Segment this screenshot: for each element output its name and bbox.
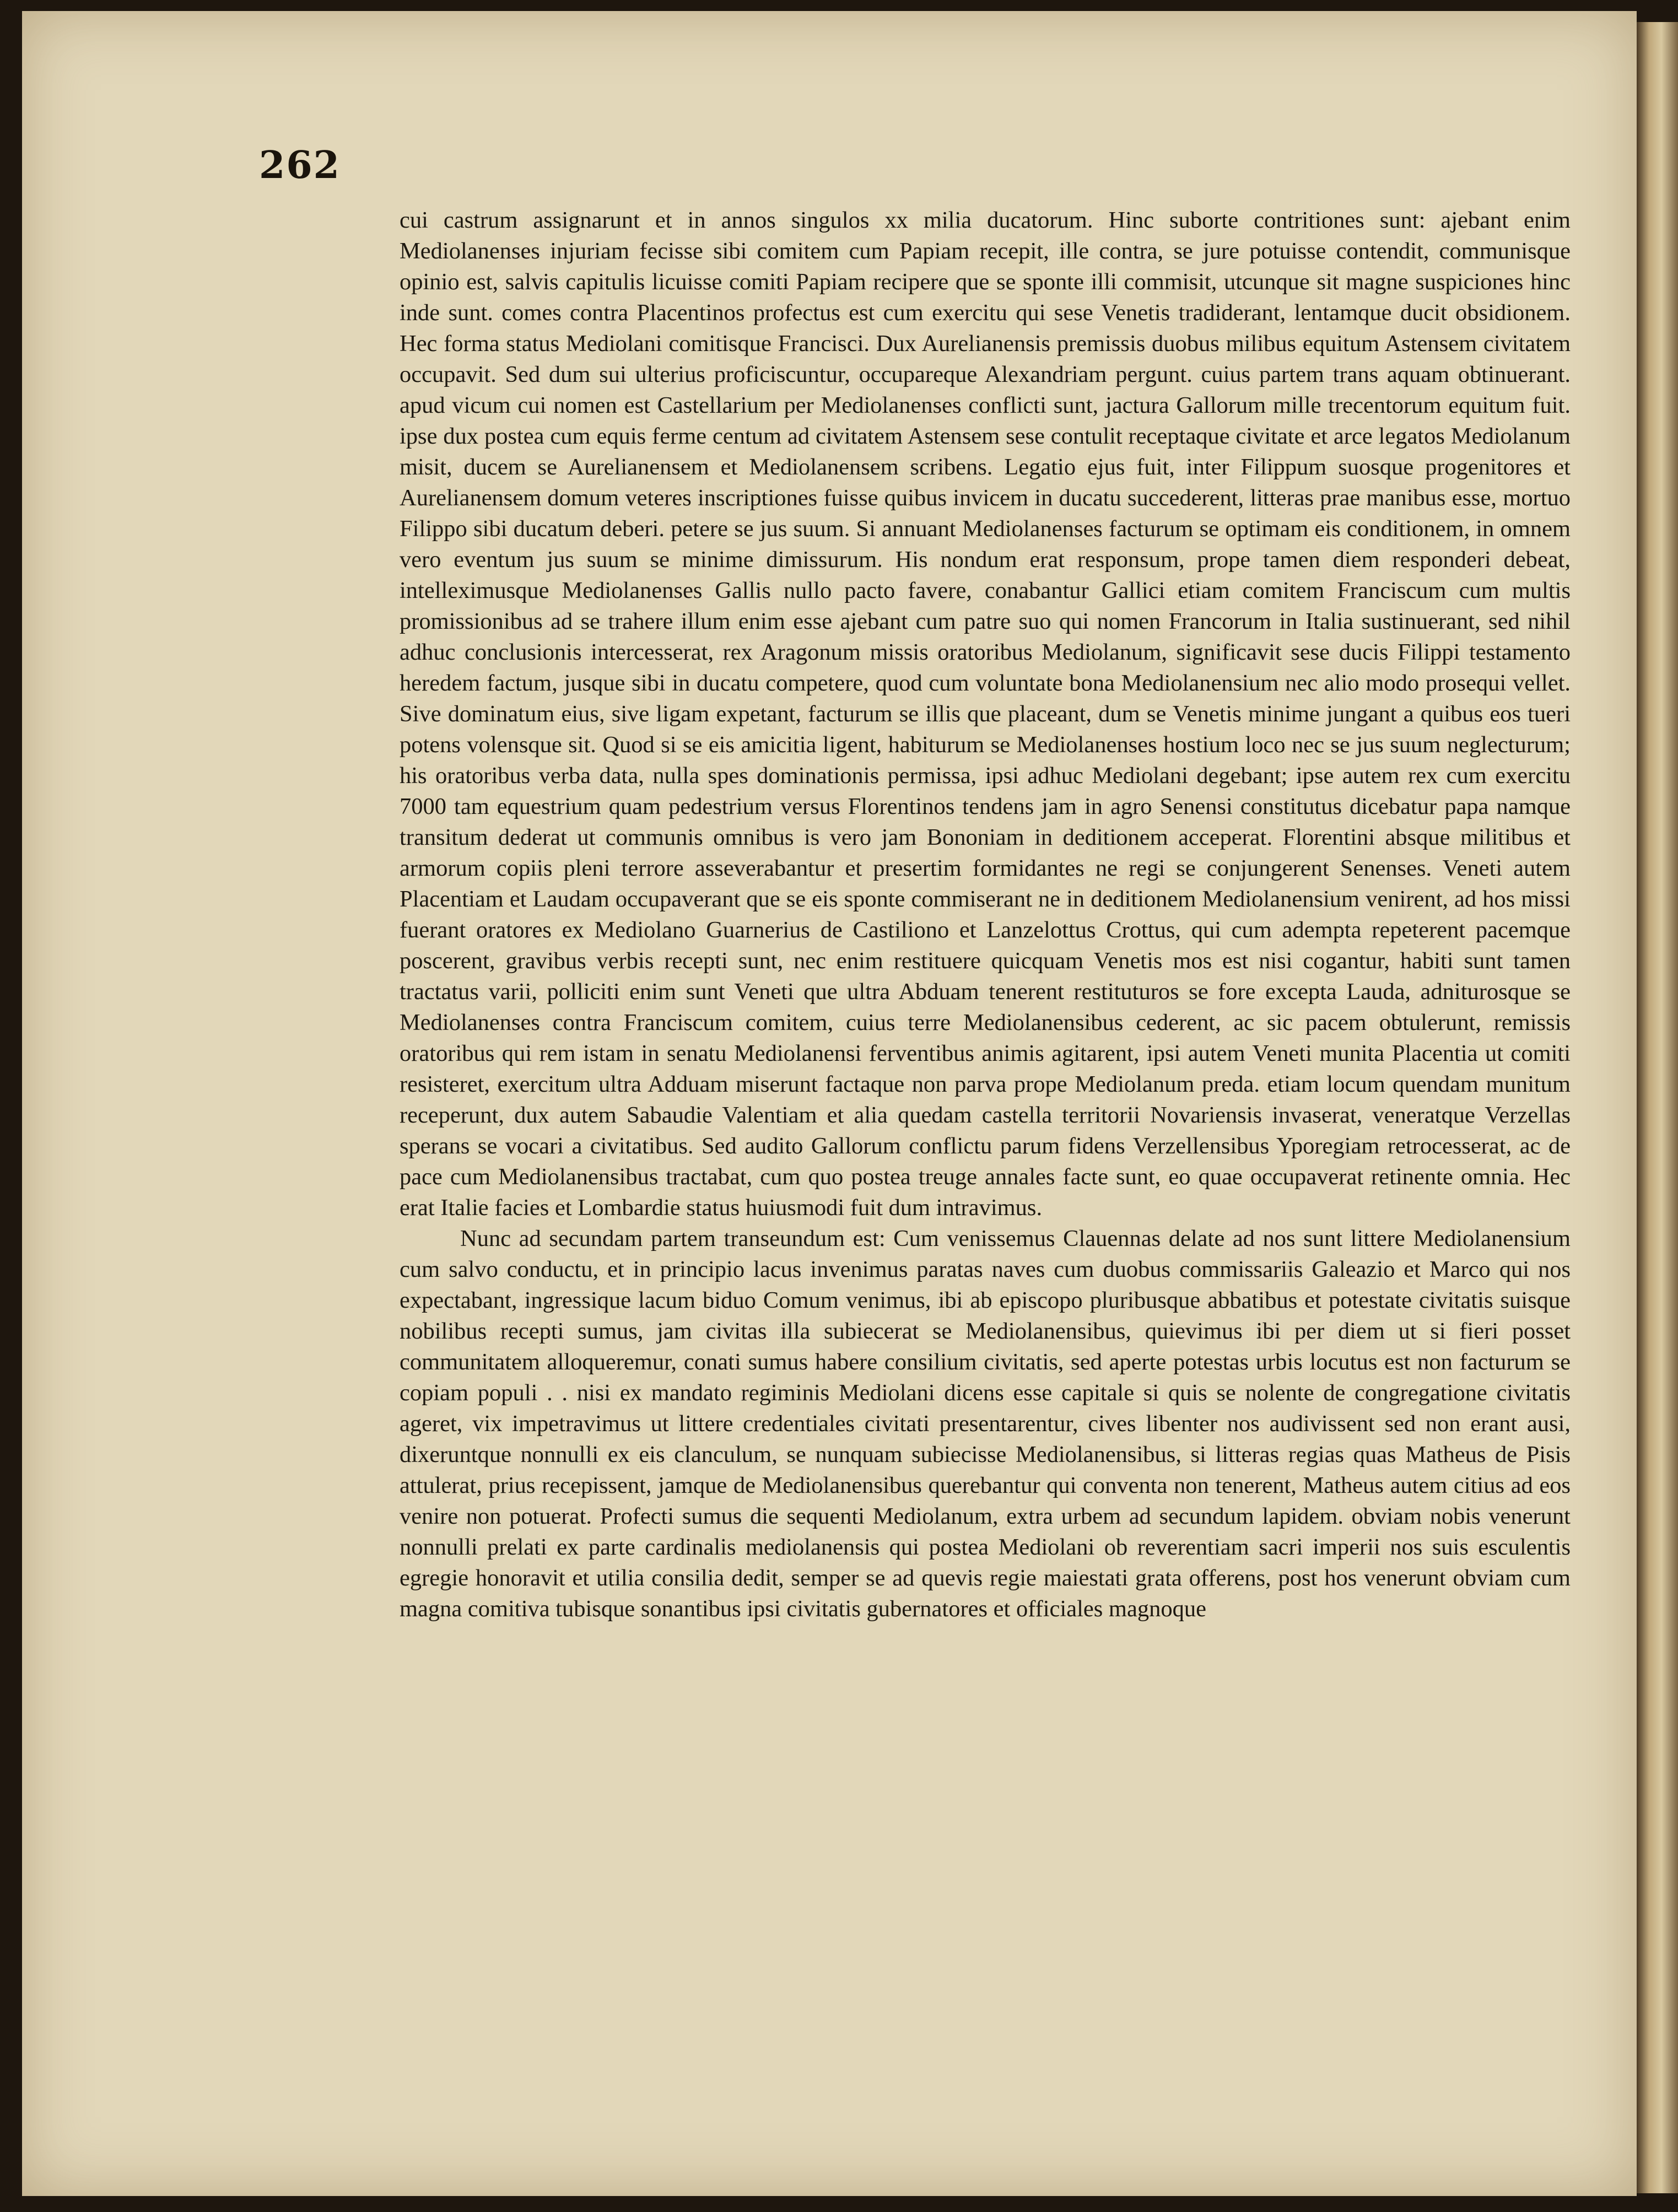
page-number: 262 [259, 143, 341, 187]
paragraph-1: cui castrum assignarunt et in annos singulos xx milia ducatorum. Hinc suborte contritiones sunt: ajebant enim Mediolanenses injuriam fecisse sibi comitem cum Papiam recepit, ille contra, se jure potuisse contendit, communisque opinio est, salvis capitulis licuisse comiti Papiam recipere que se sponte illi commisit, utcunque sit magne suspiciones hinc inde sunt. comes contra Placentinos profectus est cum exercitu qui sese Venetis tradiderant, lentamque ducit obsidionem. Hec forma status Mediolani comitisque Francisci. Dux Aurelianensis premissis duobus milibus equitum Astensem civitatem occupavit. Sed dum sui ulterius proficiscuntur, occupareque Alexandriam pergunt. cuius partem trans aquam obtinuerant. apud vicum cui nomen est Castellarium per Mediolanenses conflicti sunt, jactura Gallorum mille trecentorum equitum fuit. ipse dux postea cum equis ferme centum ad civitatem Astensem sese contulit receptaque civitate et arce legatos Mediolanum misit, ducem se Aurelianensem et Mediolanensem scribens. Legatio ejus fuit, inter Filippum suosque progenitores et Aurelianensem domum veteres inscriptiones fuisse quibus invicem in ducatu succederent, litteras prae manibus esse, mortuo Filippo sibi ducatum deberi. petere se jus suum. Si annuant Mediolanenses facturum se optimam eis conditionem, in omnem vero eventum jus suum se minime dimissurum. His nondum erat responsum, prope tamen diem responderi debeat, intelleximusque Mediolanenses Gallis nullo pacto favere, conabantur Gallici etiam comitem Franciscum cum multis promissionibus ad se trahere illum enim esse ajebant cum patre suo qui nomen Francorum in Italia sustinuerant, sed nihil adhuc conclusionis intercesserat, rex Aragonum missis oratoribus Mediolanum, significavit sese ducis Filippi testamento heredem factum, jusque sibi in ducatu competere, quod cum voluntate bona Mediolanensium nec alio modo prosequi vellet. Sive dominatum eius, sive ligam expetant, facturum se illis que placeant, dum se Venetis minime jungant a quibus eos tueri potens volensque sit. Quod si se eis amicitia ligent, habiturum se Mediolanenses hostium loco nec se jus suum neglecturum; his oratoribus verba data, nulla spes dominationis permissa, ipsi adhuc Mediolani degebant; ipse autem rex cum exercitu 7000 tam equestrium quam pedestrium versus Florentinos tendens jam in agro Senensi constitutus dicebatur papa namque transitum dederat ut communis omnibus is vero jam Bononiam in deditionem acceperat. Florentini absque militibus et armorum copiis pleni terrore asseverabantur et presertim formidantes ne regi se conjungerent Senenses. Veneti autem Placentiam et Laudam occupaverant que se eis sponte commiserant ne in deditionem Mediolanensium venirent, ad hos missi fuerant oratores ex Mediolano Guarnerius de Castiliono et Lanzelottus Crottus, qui cum adempta repeterent pacemque poscerent, gravibus verbis recepti sunt, nec enim restituere quicquam Venetis mos est nisi cogantur, habiti sunt tamen tractatus varii, polliciti enim sunt Veneti que ultra Abduam tenerent restituturos se fore excepta Lauda, adniturosque se Mediolanenses contra Franciscum comitem, cuius terre Mediolanensibus cederent, ac sic pacem obtulerunt, remissis oratoribus qui rem istam in senatu Mediolanensi ferventibus animis agitarent, ipsi autem Veneti munita Placentia ut comiti resisteret, exercitum ultra Adduam miserunt factaque non parva prope Mediolanum preda. etiam locum quendam munitum receperunt, dux autem Sabaudie Valentiam et alia quedam castella territorii Novariensis invaserat, veneratque Verzellas sperans se vocari a civitatibus. Sed audito Gallorum conflictu parum fidens Verzellensibus Yporegiam retrocesserat, ac de pace cum Mediolanensibus tractabat, cum quo postea treuge annales facte sunt, eo quae occupaverat retinente omnia. Hec erat Italie facies et Lombardie status huiusmodi fuit dum intravimus. [400, 207, 1571, 1221]
adjacent-page-edge [1637, 22, 1678, 2193]
body-text [400, 205, 1571, 1625]
paragraph-2: Nunc ad secundam partem transeundum est: Cum venissemus Clauennas delate ad nos sunt littere Mediolanensium cum salvo conductu, et in principio lacus invenimus paratas naves cum duobus commissariis Galeazio et Marco qui nos expectabant, ingressique lacum biduo Comum venimus, ibi ab episcopo pluribusque abbatibus et potestate civitatis suisque nobilibus recepti sumus, jam civitas illa subiecerat se Mediolanensibus, quievimus ibi per diem ut si fieri posset communitatem alloqueremur, conati sumus habere consilium civitatis, sed aperte potestas urbis locutus est non facturum se copiam populi . . nisi ex mandato regiminis Mediolani dicens esse capitale si quis se nolente de congregatione civitatis ageret, vix impetravimus ut littere credentiales civitati presentarentur, cives libenter nos audivissent sed non erant ausi, dixeruntque nonnulli ex eis clanculum, se nunquam subiecisse Mediolanensibus, si litteras regias quas Matheus de Pisis attulerat, prius recepissent, jamque de Mediolanensibus querebantur qui conventa non tenerent, Matheus autem citius ad eos venire non potuerat. Profecti sumus die sequenti Mediolanum, extra urbem ad secundum lapidem. obviam nobis venerunt nonnulli prelati ex parte cardinalis mediolanensis qui postea Mediolani ob reverentiam sacri imperii nos suis esculentis egregie honoravit et utilia consilia dedit, semper se ad quevis regie maiestati grata offerens, post hos venerunt obviam cum magna comitiva tubisque sonantibus ipsi civitatis gubernatores et officiales magnoque [400, 1226, 1571, 1622]
